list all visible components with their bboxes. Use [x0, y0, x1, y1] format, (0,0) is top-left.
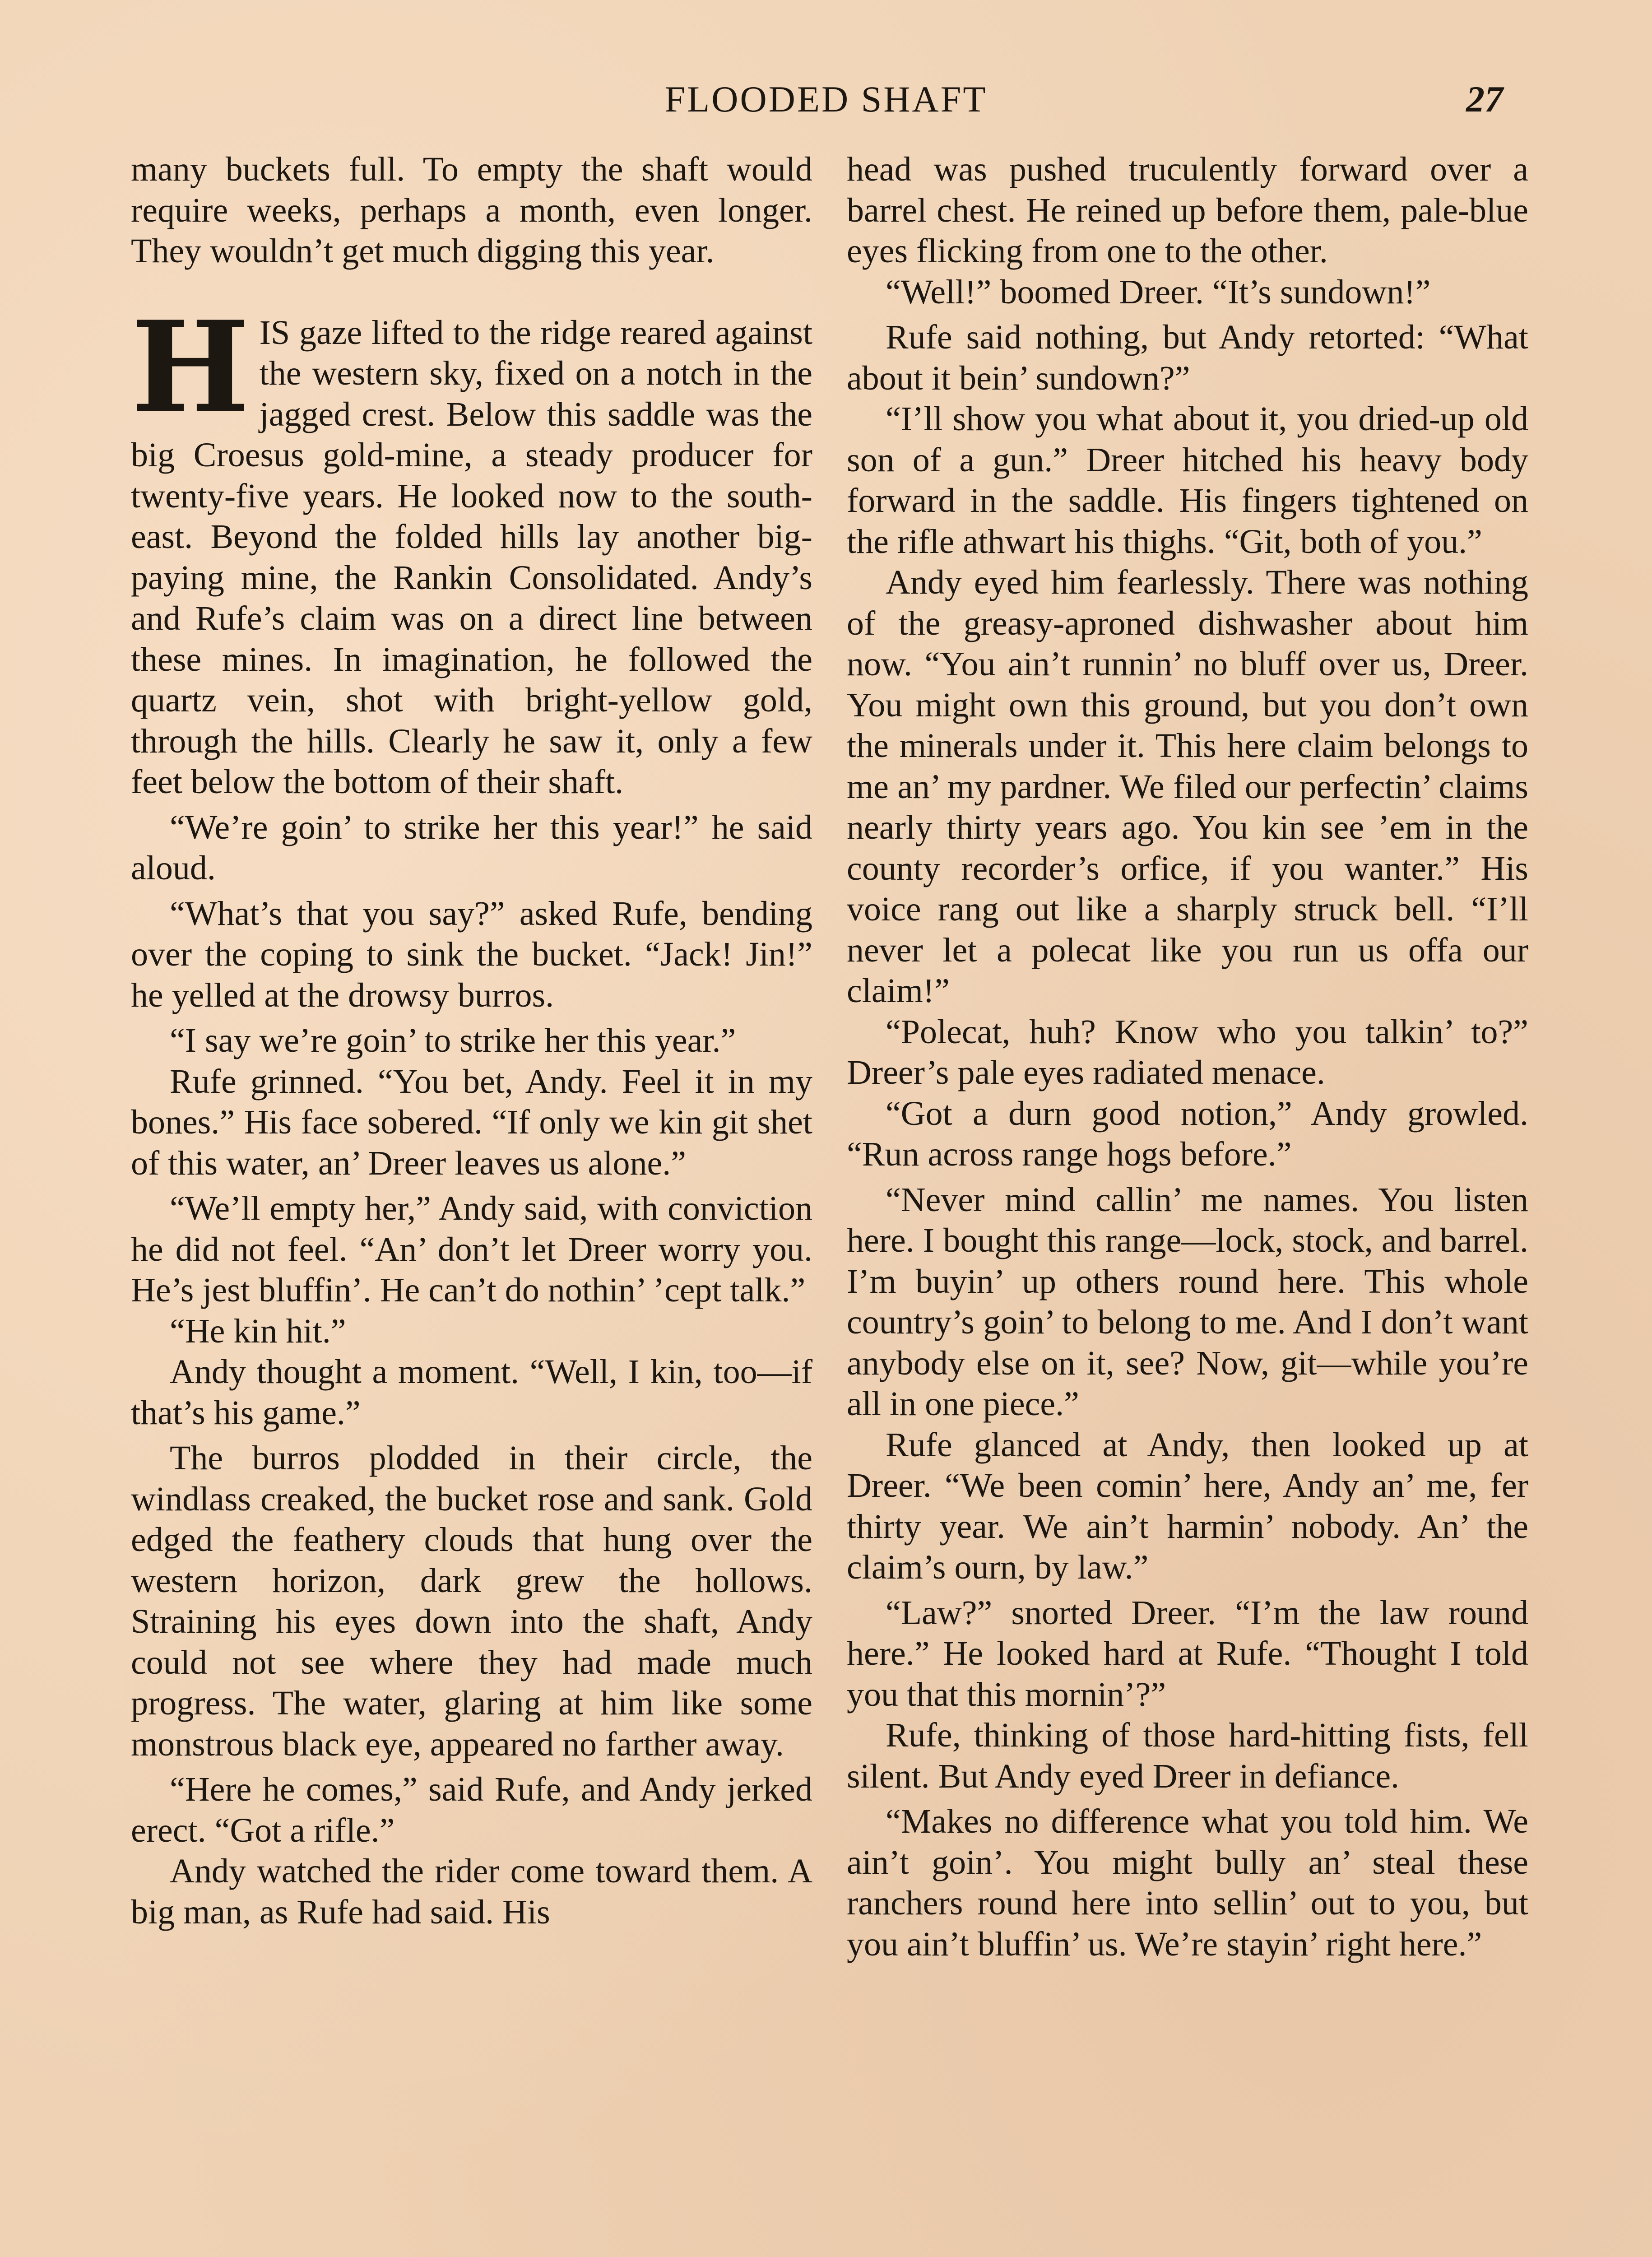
paragraph: head was pushed truculently forward over a barrel chest. He reined up before them, pale-blue eyes flicking from one to the other. — [847, 150, 1528, 270]
paragraph: “He kin hit.” — [170, 1312, 346, 1350]
right-column — [847, 149, 1528, 1964]
paragraph: “We’ll empty her,” Andy said, with conviction he did not feel. “An’ don’t let Dreer worry you. He’s jest bluffin’. He can’t do nothin’ ’cept talk.” — [131, 1189, 812, 1309]
paragraph-text: IS gaze lifted to the ridge reared against the western sky, fixed on a notch in the jagged crest. Below this saddle was the big Croesus gold-mine, a steady producer for twenty-five years. He looked now to the south-east. Beyond the folded hills lay another big-paying mine, the Rankin Consolidated. Andy’s and Rufe’s claim was on a direct line between these mines. In imagination, he followed the quartz vein, shot with bright-yellow gold, through the hills. Clearly he saw it, only a few feet below the bottom of their shaft. — [131, 313, 812, 801]
paragraph: “Polecat, huh? Know who you talkin’ to?” Dreer’s pale eyes radiated menace. — [847, 1012, 1528, 1091]
paragraph: “Never mind callin’ me names. You listen here. I bought this range—lock, stock, and barrel. I’m buyin’ up others round here. This whole country’s goin’ to belong to me. And I don’t want anybody else on it, see? Now, git—while you’re all in one piece.” — [847, 1180, 1528, 1423]
paragraph: The burros plodded in their circle, the windlass creaked, the bucket rose and sank. Gold edged the feathery clouds that hung over the western horizon, dark grew the hollows. Straining his eyes down into the shaft, Andy could not see where they had made much progress. The water, glaring at him like some monstrous black eye, appeared no farther away. — [131, 1439, 812, 1763]
paragraph: Andy watched the rider come toward them. A big man, as Rufe had said. His — [131, 1852, 812, 1931]
paragraph: “Well!” boomed Dreer. “It’s sundown!” — [886, 273, 1431, 311]
paragraph: “Law?” snorted Dreer. “I’m the law round here.” He looked hard at Rufe. “Thought I told you that this mornin’?” — [847, 1593, 1528, 1714]
paragraph: “Got a durn good notion,” Andy growled. “Run across range hogs before.” — [847, 1094, 1528, 1173]
dropcap-paragraph — [131, 293, 812, 803]
paragraph: Andy eyed him fearlessly. There was nothing of the greasy-aproned dishwasher about him now. “You ain’t runnin’ no bluff over us, Dreer. You might own this ground, but you don’t own the minerals under it. This here claim belongs to me an’ my pardner. We filed our perfectin’ claims nearly thirty years ago. You kin see ’em in the county recorder’s orfice, if you wanter.” His voice rang out like a sharply struck bell. “I’ll never let a polecat like you run us offa our claim!” — [847, 563, 1528, 1010]
paragraph: “I’ll show you what about it, you dried-up old son of a gun.” Dreer hitched his heavy body forward in the saddle. His fingers tightened on the rifle athwart his thighs. “Git, both of you.” — [847, 400, 1528, 561]
paragraph: Rufe glanced at Andy, then looked up at Dreer. “We been comin’ here, Andy an’ me, fer thirty year. We ain’t harmin’ nobody. An’ the claim’s ourn, by law.” — [847, 1426, 1528, 1586]
page-number: 27 — [1466, 79, 1503, 120]
paragraph: Andy thought a moment. “Well, I kin, too—if that’s his game.” — [131, 1353, 812, 1432]
paragraph: “Here he comes,” said Rufe, and Andy jerked erect. “Got a rifle.” — [131, 1770, 812, 1849]
paragraph: Rufe said nothing, but Andy retorted: “What about it bein’ sundown?” — [847, 318, 1528, 397]
page-header — [131, 77, 1521, 122]
paragraph: many buckets full. To empty the shaft would require weeks, perhaps a month, even longer. They wouldn’t get much digging this year. — [131, 150, 812, 270]
paragraph: “I say we’re goin’ to strike her this year.” — [170, 1022, 736, 1059]
paragraph: Rufe, thinking of those hard-hitting fists, fell silent. But Andy eyed Dreer in defiance. — [847, 1716, 1528, 1795]
paragraph: “We’re goin’ to strike her this year!” he said aloud. — [131, 808, 812, 887]
paragraph: “Makes no difference what you told him. We ain’t goin’. You might bully an’ steal these ranchers round here into sellin’ out to you, but you ain’t bluffin’ us. We’re stayin’ right here.” — [847, 1802, 1528, 1963]
paragraph: “What’s that you say?” asked Rufe, bending over the coping to sink the bucket. “Jack! Jin!” he yelled at the drowsy burros. — [131, 894, 812, 1014]
drop-cap-letter: H — [131, 293, 250, 441]
running-title: FLOODED SHAFT — [664, 79, 988, 120]
paragraph: Rufe grinned. “You bet, Andy. Feel it in my bones.” His face sobered. “If only we kin git shet of this water, an’ Dreer leaves us alone.” — [131, 1062, 812, 1182]
left-column — [131, 149, 812, 1932]
